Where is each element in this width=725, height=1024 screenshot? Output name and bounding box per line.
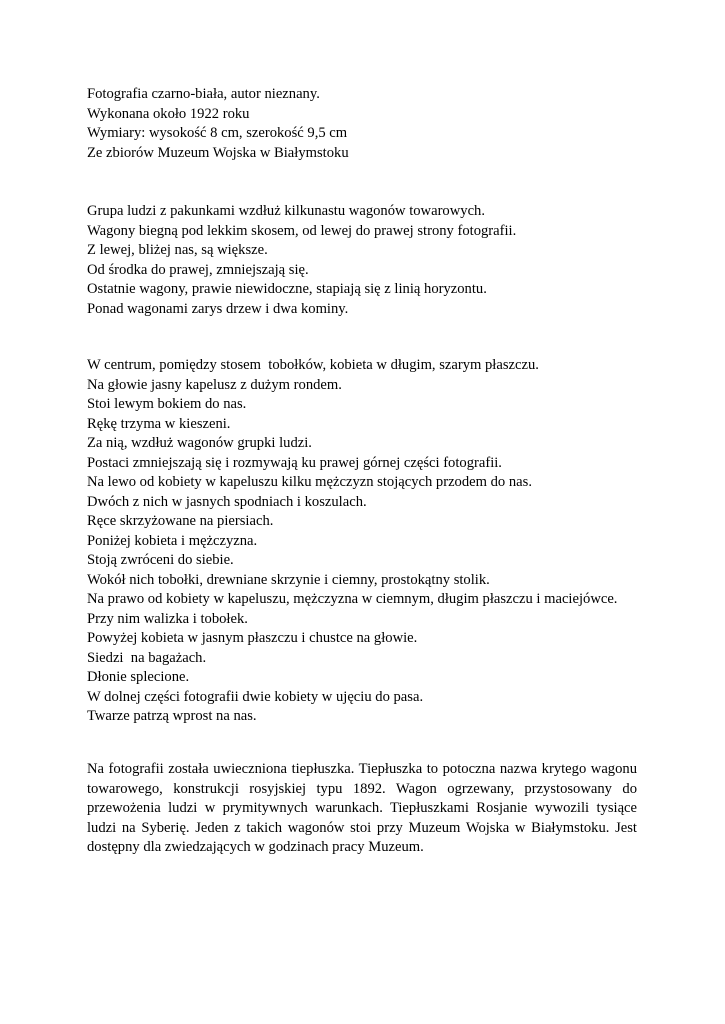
photo-metadata [87, 85, 349, 163]
scene-description [87, 202, 516, 319]
detail-line: Ręce skrzyżowane na piersiach. [87, 513, 274, 529]
scene-line: Wagony biegną pod lekkim skosem, od lewej do prawej strony fotografii. [87, 222, 517, 239]
detail-line: Siedzi na bagażach. [87, 649, 207, 666]
detail-line: Stoją zwróceni do siebie. [87, 552, 234, 568]
detail-line: Stoi lewym bokiem do nas. [87, 396, 247, 412]
detail-line: Wokół nich tobołki, drewniane skrzynie i ciemny, prostokątny stolik. [87, 571, 490, 588]
detail-line: Dłonie splecione. [87, 669, 190, 685]
detail-line: Za nią, wzdłuż wagonów grupki ludzi. [87, 435, 312, 451]
historical-note-paragraph: Na fotografii została uwieczniona tiepłuszka. Tiepłuszka to potoczna nazwa krytego wagonu towarowego, konstrukcji rosyjskiej typu 1892. Wagon ogrzewany, przystosowany do przewożenia ludzi w prymitywnych warunkach. Tiepłuszkami Rosjanie wywozili tysiące ludzi na Syberię. Jeden z takich wagonów stoi przy Muzeum Wojska w Białymstoku. Jest dostępny dla zwiedzających w godzinach pracy Muzeum. [87, 761, 637, 855]
detail-line: W dolnej części fotografii dwie kobiety w ujęciu do pasa. [87, 688, 424, 705]
detail-line: Twarze patrzą wprost na nas. [87, 708, 257, 724]
detail-line: Przy nim walizka i tobołek. [87, 610, 248, 627]
metadata-line: Wymiary: wysokość 8 cm, szerokość 9,5 cm [87, 125, 348, 141]
metadata-line: Wykonana około 1922 roku [87, 105, 250, 122]
detail-line: Postaci zmniejszają się i rozmywają ku prawej górnej części fotografii. [87, 454, 502, 471]
metadata-line: Fotografia czarno-biała, autor nieznany. [87, 86, 320, 102]
scene-line: Ostatnie wagony, prawie niewidoczne, stapiają się z linią horyzontu. [87, 281, 487, 297]
people-description [87, 356, 617, 727]
scene-line: Z lewej, bliżej nas, są większe. [87, 242, 268, 258]
detail-line: W centrum, pomiędzy stosem tobołków, kobieta w długim, szarym płaszczu. [87, 357, 539, 373]
detail-line: Na prawo od kobiety w kapeluszu, mężczyzna w ciemnym, długim płaszczu i maciejówce. [87, 591, 618, 607]
scene-line: Ponad wagonami zarys drzew i dwa kominy. [87, 300, 349, 317]
detail-line: Na lewo od kobiety w kapeluszu kilku mężczyzn stojących przodem do nas. [87, 474, 532, 490]
metadata-line: Ze zbiorów Muzeum Wojska w Białymstoku [87, 144, 349, 161]
detail-line: Dwóch z nich w jasnych spodniach i koszulach. [87, 493, 367, 510]
detail-line: Rękę trzyma w kieszeni. [87, 415, 231, 432]
detail-line: Na głowie jasny kapelusz z dużym rondem. [87, 376, 342, 393]
scene-line: Grupa ludzi z pakunkami wzdłuż kilkunastu wagonów towarowych. [87, 203, 485, 219]
detail-line: Powyżej kobieta w jasnym płaszczu i chustce na głowie. [87, 630, 418, 646]
scene-line: Od środka do prawej, zmniejszają się. [87, 261, 309, 278]
detail-line: Poniżej kobieta i mężczyzna. [87, 532, 258, 549]
